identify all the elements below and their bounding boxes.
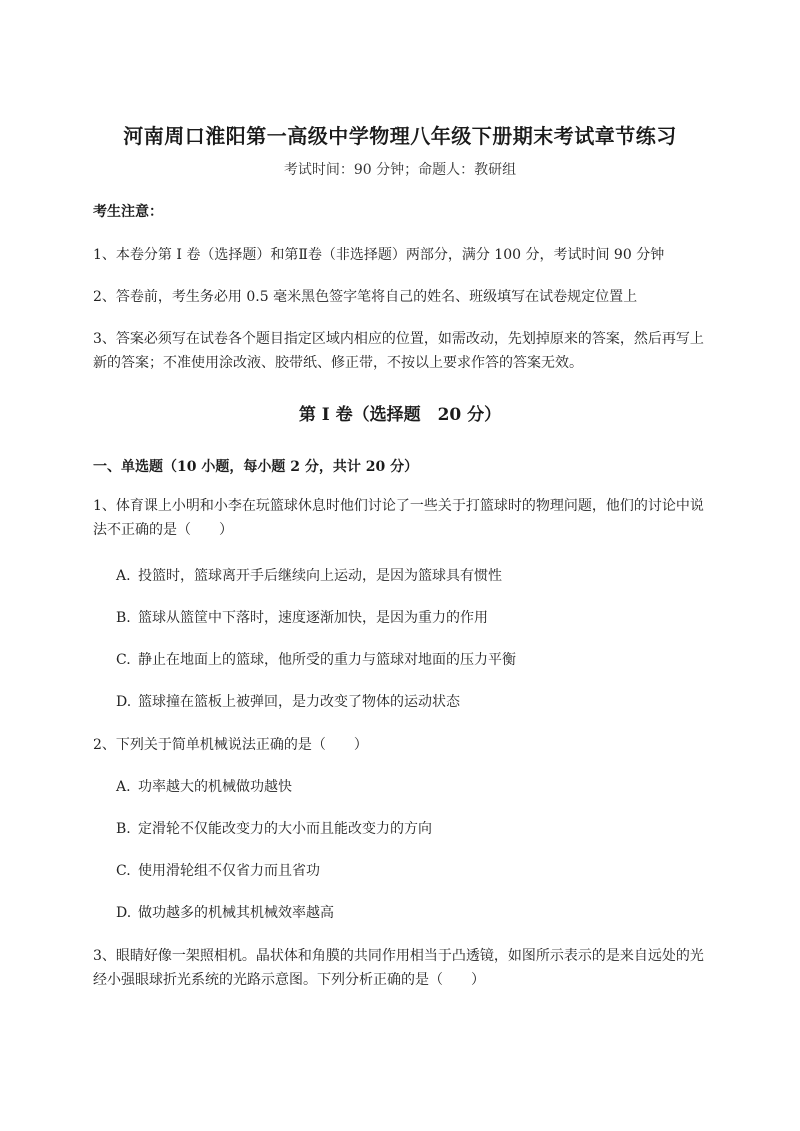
option-letter: B.: [116, 610, 131, 626]
question-1-option-a: [116, 566, 502, 586]
question-2-option-a: [116, 777, 292, 797]
question-2-option-c: [116, 861, 320, 881]
section-title: 第 I 卷（选择题 20 分）: [298, 405, 502, 425]
option-letter: C.: [116, 652, 131, 668]
option-text: 功率越大的机械做功越快: [138, 779, 292, 795]
option-letter: B.: [116, 821, 131, 837]
question-3-stem: 3、眼睛好像一架照相机。晶状体和角膜的共同作用相当于凸透镜，如图所示表示的是来自远处的光经小强眼球折光系统的光路示意图。下列分析正确的是（ ）: [93, 948, 704, 988]
option-text: 做功越多的机械其机械效率越高: [138, 905, 334, 921]
option-text: 使用滑轮组不仅省力而且省功: [138, 863, 320, 879]
option-text: 静止在地面上的篮球，他所受的重力与篮球对地面的压力平衡: [138, 652, 516, 668]
question-2-option-b: [116, 819, 432, 839]
option-text: 定滑轮不仅能改变力的大小而且能改变力的方向: [138, 821, 432, 837]
exam-subtitle: 考试时间：90 分钟；命题人：教研组: [283, 162, 517, 178]
exam-title: 河南周口淮阳第一高级中学物理八年级下册期末考试章节练习: [123, 124, 677, 148]
option-letter: A.: [116, 568, 131, 584]
option-letter: C.: [116, 863, 131, 879]
question-1-option-c: [116, 650, 516, 670]
option-letter: A.: [116, 779, 131, 795]
option-text: 篮球撞在篮板上被弹回，是力改变了物体的运动状态: [138, 694, 460, 710]
notice-item-1: 1、本卷分第 I 卷（选择题）和第Ⅱ卷（非选择题）两部分，满分 100 分，考试时间 90 分钟: [93, 247, 665, 263]
question-2-stem: 2、下列关于简单机械说法正确的是（ ）: [93, 737, 368, 753]
question-1-option-d: [116, 692, 460, 712]
part-heading: 一、单选题（10 小题，每小题 2 分，共计 20 分）: [93, 459, 419, 475]
question-1-stem: 1、体育课上小明和小李在玩篮球休息时他们讨论了一些关于打篮球时的物理问题，他们的讨论中说法不正确的是（ ）: [93, 498, 704, 538]
notice-item-3: 3、答案必须写在试卷各个题目指定区域内相应的位置，如需改动，先划掉原来的答案，然后再写上新的答案；不准使用涂改液、胶带纸、修正带，不按以上要求作答的答案无效。: [93, 331, 704, 371]
option-text: 篮球从篮筐中下落时，速度逐渐加快，是因为重力的作用: [138, 610, 488, 626]
question-1-option-b: [116, 608, 488, 628]
option-letter: D.: [116, 694, 132, 710]
notice-heading: 考生注意：: [93, 204, 163, 220]
question-2-option-d: [116, 903, 334, 923]
option-text: 投篮时，篮球离开手后继续向上运动，是因为篮球具有惯性: [138, 568, 502, 584]
notice-item-2: 2、答卷前，考生务必用 0.5 毫米黑色签字笔将自己的姓名、班级填写在试卷规定位置上: [93, 289, 638, 305]
option-letter: D.: [116, 905, 132, 921]
